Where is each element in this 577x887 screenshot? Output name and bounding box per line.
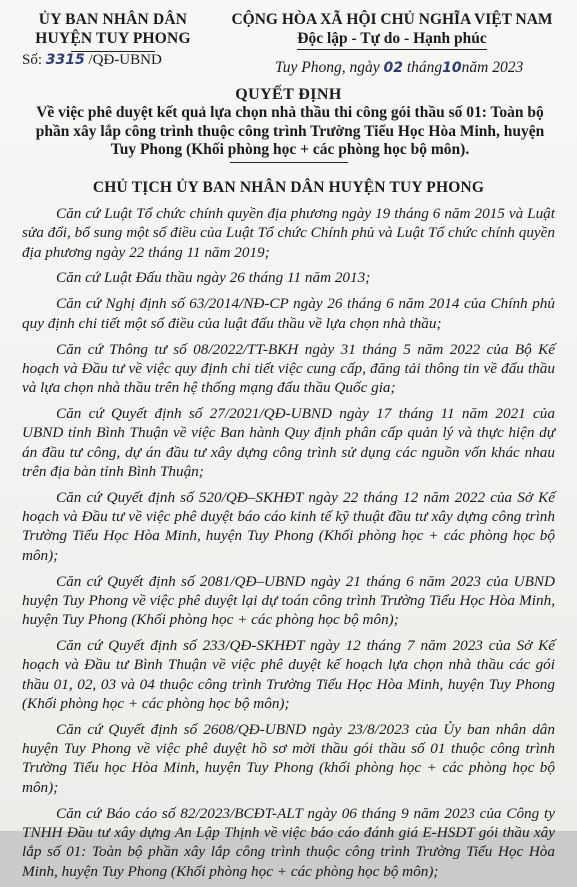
issuing-authority-block bbox=[18, 10, 208, 52]
month-handwritten: 10 bbox=[442, 60, 462, 76]
legal-basis-clause: Căn cứ Quyết định số 233/QĐ-SKHĐT ngày 12 tháng 7 năm 2023 của Sở Kế hoạch và Đầu tư Bình Thuận về việc phê duyệt kế hoạch lựa chọn nhà thầu các gói thầu 01, 02, 03 và 04 thuộc công trình Trường Tiểu Học Hòa Minh, huyện Tuy Phong (Khối phòng học + các phòng học bộ môn); bbox=[22, 637, 555, 712]
legal-basis-clause: Căn cứ Luật Tổ chức chính quyền địa phương ngày 19 tháng 6 năm 2015 và Luật sửa đổi, bổ sung một số điều của Luật Tổ chức Chính phủ và Luật Tổ chức chính quyền địa phương ngày 22 tháng 11 năm 2019; bbox=[22, 205, 555, 261]
place-date bbox=[275, 59, 523, 77]
document-number bbox=[22, 52, 162, 69]
document-subject: Về việc phê duyệt kết quả lựa chọn nhà thầu thi công gói thầu số 01: Toàn bộ phần xây lắp công trình thuộc công trình Trường Tiểu Học Hòa Minh, huyện Tuy Phong (Khối phòng học + các phòng học bộ môn). bbox=[35, 104, 545, 158]
issuing-authority-line-2: HUYỆN TUY PHONG bbox=[35, 30, 191, 47]
legal-basis-clause: Căn cứ Quyết định số 520/QĐ–SKHĐT ngày 22 tháng 12 năm 2022 của Sở Kế hoạch và Đầu tư về việc phê duyệt báo cáo kinh tế kỹ thuật đầu tư xây dựng công trình Trường Tiểu Học Hòa Minh, huyện Tuy Phong (Khối phòng học + các phòng học bộ môn); bbox=[22, 488, 555, 564]
document-number-handwritten: 3315 bbox=[45, 52, 85, 68]
place-date-prefix: Tuy Phong, ngày bbox=[275, 59, 380, 76]
legal-basis-clause: Căn cứ Nghị định số 63/2014/NĐ-CP ngày 26 tháng 6 năm 2014 của Chính phủ quy định chi tiết một số điều của luật đấu thầu về lựa chọn nhà thầu; bbox=[22, 295, 555, 332]
month-label: tháng bbox=[406, 59, 443, 76]
legal-basis-clause: Căn cứ Thông tư số 08/2022/TT-BKH ngày 31 tháng 5 năm 2022 của Bộ Kế hoạch và Đầu tư về việc quy định chi tiết việc cung cấp, đăng tải thông tin về đấu thầu và lựa chọn nhà thầu trên hệ thống mạng đấu thầu Quốc gia; bbox=[22, 340, 555, 397]
national-title: CỘNG HÒA XÃ HỘI CHỦ NGHĨA VIỆT NAM bbox=[231, 11, 553, 28]
document-number-prefix: Số: bbox=[22, 52, 43, 68]
national-header-block bbox=[212, 10, 572, 50]
issuing-authority-line-1: ỦY BAN NHÂN DÂN bbox=[38, 11, 188, 28]
national-motto: Độc lập - Tự do - Hạnh phúc bbox=[297, 29, 486, 50]
legal-basis-clause: Căn cứ Quyết định số 27/2021/QĐ-UBND ngày 17 tháng 11 năm 2021 của UBND tỉnh Bình Thuận về việc Ban hành Quy định phân cấp quản lý và thực hiện dự án đầu tư công, dự án đầu tư xây dựng công trình sử dụng các nguồn vốn khác nhau trên địa bàn tỉnh Bình Thuận; bbox=[22, 405, 555, 480]
legal-basis-clause: Căn cứ Luật Đấu thầu ngày 26 tháng 11 năm 2013; bbox=[56, 269, 371, 287]
year-text: năm 2023 bbox=[461, 59, 524, 76]
legal-basis-clause: Căn cứ Báo cáo số 82/2023/BCĐT-ALT ngày 06 tháng 9 năm 2023 của Công ty TNHH Đầu tư xây dựng An Lập Thịnh về việc báo cáo đánh giá E-HSDT gói thầu xây lắp số 01: Toàn bộ phần xây lắp công trình thuộc công trình Trường Tiểu Học Hòa Minh, huyện Tuy Phong (Khối phòng học + các phòng học bộ môn); bbox=[22, 804, 555, 880]
legal-basis-clause: Căn cứ Quyết định số 2081/QĐ–UBND ngày 21 tháng 6 năm 2023 của UBND huyện Tuy Phong về việc phê duyệt lại dự toán công trình Trường Tiểu Học Hòa Minh, huyện Tuy Phong (Khối phòng học + các phòng học bộ môn); bbox=[22, 572, 555, 629]
document-number-suffix: /QĐ-UBND bbox=[88, 52, 162, 68]
legal-basis-list bbox=[22, 204, 555, 887]
document-title: QUYẾT ĐỊNH bbox=[235, 86, 342, 103]
subject-underline bbox=[230, 162, 348, 163]
day-handwritten: 02 bbox=[383, 60, 403, 76]
decision-authority: CHỦ TỊCH ỦY BAN NHÂN DÂN HUYỆN TUY PHONG bbox=[92, 179, 485, 196]
legal-basis-clause: Căn cứ Quyết định số 2608/QĐ-UBND ngày 23/8/2023 của Ủy ban nhân dân huyện Tuy Phong về việc phê duyệt hồ sơ mời thầu gói thầu số 01 thuộc công trình Trường Tiểu học Hòa Minh, huyện Tuy Phong (khối phòng học + các phòng học bộ môn); bbox=[22, 720, 555, 796]
